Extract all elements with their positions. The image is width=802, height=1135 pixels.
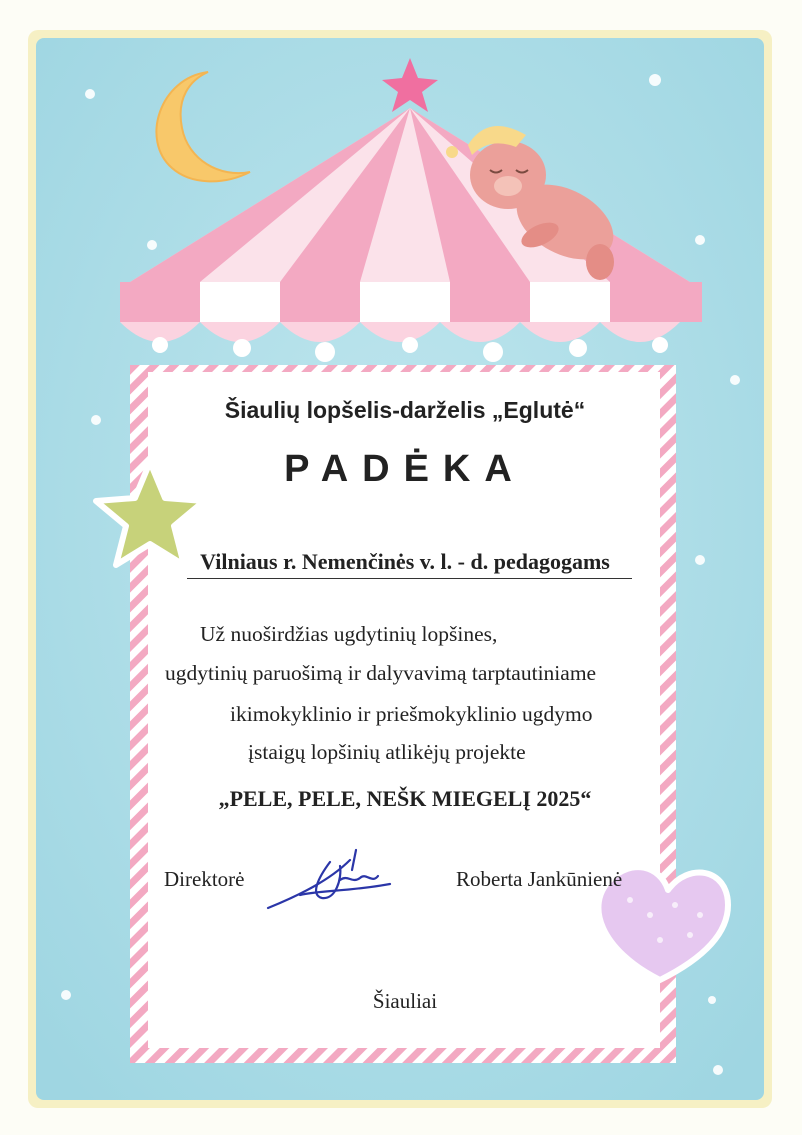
recipient-underline <box>187 578 632 579</box>
institution-name: Šiaulių lopšelis-darželis „Eglutė“ <box>224 397 586 423</box>
body-line-3: ikimokyklinio ir priešmokyklinio ugdymo <box>230 702 593 726</box>
certificate-title: PADĖKA <box>284 448 526 490</box>
body-line-2: ugdytinių paruošimą ir dalyvavimą tarptautiniame <box>165 661 597 685</box>
recipient: Vilniaus r. Nemenčinės v. l. - d. pedagogams <box>200 549 610 574</box>
city: Šiauliai <box>372 989 438 1013</box>
body-line-1: Už nuoširdžias ugdytinių lopšines, <box>200 622 498 646</box>
director-label: Direktorė <box>164 867 245 891</box>
director-name: Roberta Jankūnienė <box>456 867 623 891</box>
body-line-4: įstaigų lopšinių atlikėjų projekte <box>248 740 526 764</box>
project-name: „PELE, PELE, NEŠK MIEGELĮ 2025“ <box>218 786 592 811</box>
